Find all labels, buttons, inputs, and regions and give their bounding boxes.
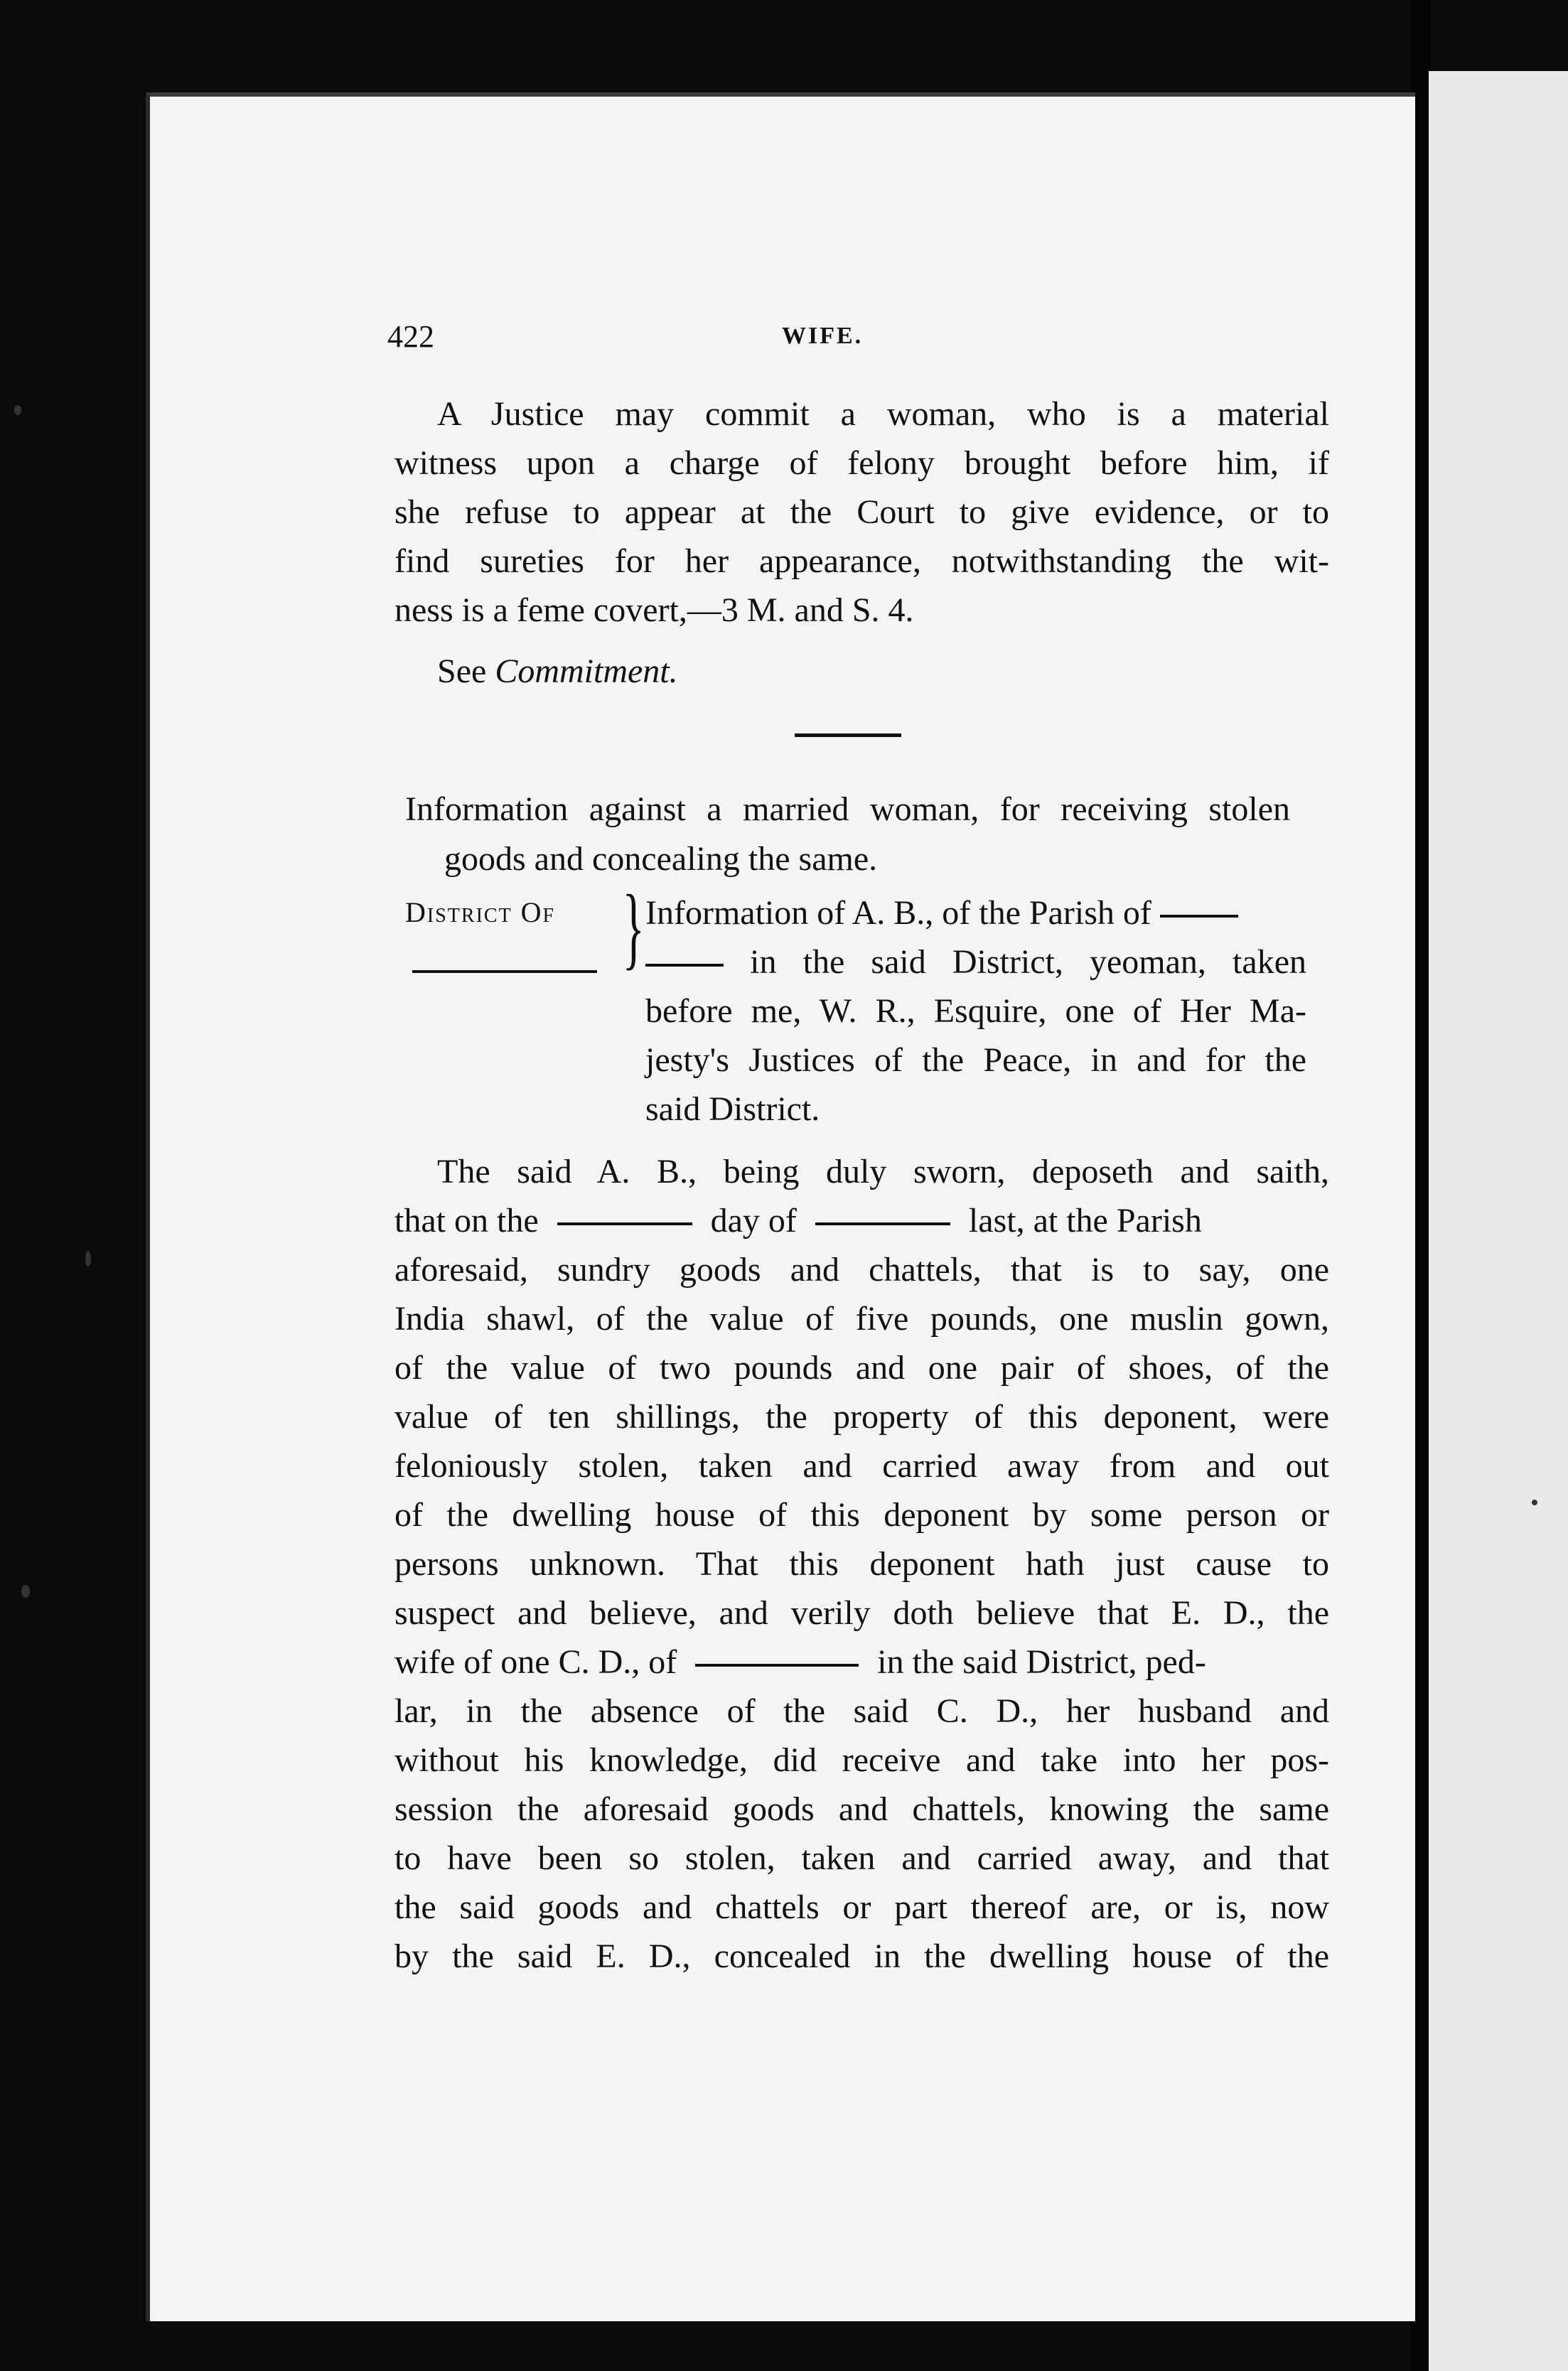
blank-line: [1160, 915, 1238, 918]
paragraph-2-line: India shawl, of the value of five pounds, one muslin gown,: [394, 1300, 1329, 1338]
district-blank-line: [412, 970, 597, 973]
paragraph-2-line: feloniously stolen, taken and carried away from and out: [394, 1447, 1329, 1485]
district-caption: [405, 896, 618, 995]
district-text-line: [645, 937, 1306, 986]
blank-line: [815, 1222, 950, 1225]
district-text: Information of A. B., of the Parish of: [645, 894, 1151, 932]
paragraph-2-line: of the dwelling house of this deponent by some person or: [394, 1496, 1329, 1534]
blank-line: [557, 1222, 692, 1225]
paragraph-1-line: she refuse to appear at the Court to give evidence, or to: [394, 493, 1329, 531]
text-segment: in the said District, ped-: [877, 1643, 1206, 1681]
district-label: District Of: [405, 896, 556, 928]
scan-speck: [85, 1251, 91, 1267]
paragraph-2-line: lar, in the absence of the said C. D., her husband and: [394, 1692, 1329, 1730]
paragraph-2-line: to have been so stolen, taken and carried away, and that: [394, 1839, 1329, 1877]
paragraph-2-line: value of ten shillings, the property of this deponent, were: [394, 1398, 1329, 1436]
form-heading-line: Information against a married woman, for receiving stolen: [405, 790, 1290, 828]
scan-speck: [21, 1585, 30, 1598]
scan-speck: [14, 405, 21, 415]
paragraph-2-line: [394, 1638, 1329, 1687]
page-number: 422: [387, 319, 434, 354]
form-heading-line: goods and concealing the same.: [444, 840, 878, 878]
see-prefix: See: [437, 652, 495, 690]
paragraph-2-line: persons unknown. That this deponent hath just cause to: [394, 1545, 1329, 1583]
section-divider: [795, 733, 901, 737]
paragraph-1-line: find sureties for her appearance, notwithstanding the wit-: [394, 542, 1329, 580]
paragraph-2-line: by the said E. D., concealed in the dwelling house of the: [394, 1937, 1329, 1975]
paragraph-1-line: ness is a feme covert,—3 M. and S. 4.: [394, 591, 914, 629]
paragraph-2-line: of the value of two pounds and one pair of shoes, of the: [394, 1349, 1329, 1387]
paragraph-1-line: A Justice may commit a woman, who is a material: [437, 395, 1329, 433]
running-head-title: WIFE.: [782, 323, 864, 349]
blank-line: [645, 964, 724, 967]
brace-symbol: }: [622, 876, 645, 979]
scan-speck: [1532, 1500, 1537, 1505]
text-segment: last, at the Parish: [968, 1202, 1202, 1240]
district-text: in the said District, yeoman, taken: [750, 943, 1306, 981]
paragraph-2-line: aforesaid, sundry goods and chattels, that is to say, one: [394, 1251, 1329, 1289]
see-reference: [437, 647, 1372, 696]
district-text-line: jesty's Justices of the Peace, in and for the: [645, 1041, 1306, 1079]
paragraph-2-line: the said goods and chattels or part thereof are, or is, now: [394, 1888, 1329, 1926]
text-segment: wife of one C. D., of: [394, 1643, 677, 1681]
text-segment: that on the: [394, 1202, 539, 1240]
paragraph-2-line: session the aforesaid goods and chattels, knowing the same: [394, 1790, 1329, 1828]
district-text-line: said District.: [645, 1090, 820, 1128]
paragraph-2-line: suspect and believe, and verily doth believe that E. D., the: [394, 1594, 1329, 1632]
paragraph-2-line: The said A. B., being duly sworn, deposeth and saith,: [437, 1153, 1329, 1190]
see-reference-term: Commitment.: [495, 652, 678, 690]
paragraph-2-line: without his knowledge, did receive and take into her pos-: [394, 1741, 1329, 1779]
district-text-line: [645, 888, 1306, 937]
text-segment: day of: [710, 1202, 797, 1240]
paragraph-1-line: witness upon a charge of felony brought before him, if: [394, 444, 1329, 482]
district-text-line: before me, W. R., Esquire, one of Her Ma-: [645, 992, 1306, 1030]
paragraph-2-line: [394, 1196, 1329, 1245]
running-head: [387, 318, 1326, 361]
facing-page-edge: [1429, 71, 1568, 2371]
blank-line: [695, 1664, 859, 1667]
